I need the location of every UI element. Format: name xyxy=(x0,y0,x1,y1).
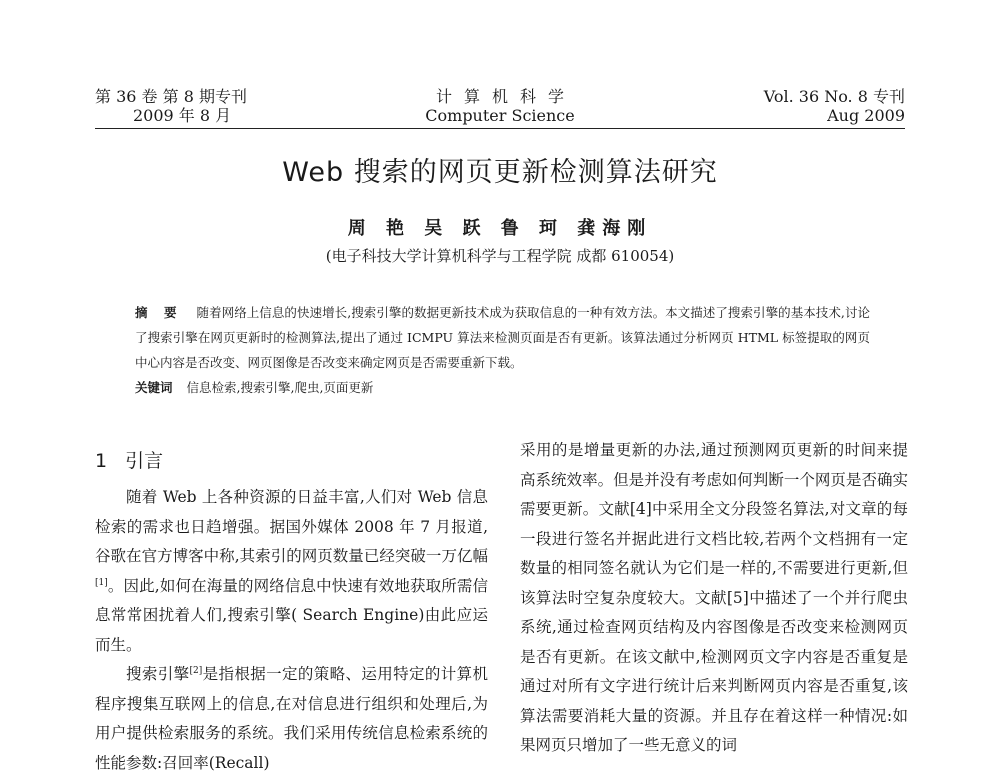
paper-authors: 周 艳 吴 跃 鲁 珂 龚海刚 xyxy=(347,218,653,239)
journal-volume-info-en xyxy=(720,87,905,125)
abstract-label: 摘 要 xyxy=(135,305,183,320)
body-column-right xyxy=(520,436,908,761)
journal-name xyxy=(400,87,600,125)
section-title: 引言 xyxy=(125,450,164,472)
volume-issue-en: Vol. 36 No. 8 专刊 xyxy=(763,87,905,106)
abstract xyxy=(135,300,870,375)
header-divider xyxy=(95,128,905,129)
citation-ref: [2] xyxy=(189,665,203,676)
section-number: 1 xyxy=(95,450,108,472)
abstract-text: 随着网络上信息的快速增长,搜索引擎的数据更新技术成为获取信息的一种有效方法。本文描述了搜索引擎的基本技术,讨论了搜索引擎在网页更新时的检测算法,提出了通过 ICMPU 算法来检测页面是否有更新。该算法通过分析网页 HTML 标签提取的网页中心内容是否改变、网页图像是否改变来确定网页是否需要重新下载。 xyxy=(135,305,871,370)
paragraph-text: 搜索引擎 xyxy=(126,665,190,683)
paper-title: Web 搜索的网页更新检测算法研究 xyxy=(282,157,718,188)
paragraph-text: 随着 Web 上各种资源的日益丰富,人们对 Web 信息检索的需求也日趋增强。据国外媒体 2008 年 7 月报道,谷歌在官方博客中称,其索引的网页数量已经突破一万亿幅 xyxy=(95,488,488,565)
volume-issue: 第 36 卷 第 8 期专刊 xyxy=(95,87,247,106)
journal-volume-info xyxy=(95,87,247,125)
publication-date-en: Aug 2009 xyxy=(827,106,905,125)
section-heading xyxy=(95,446,163,473)
citation-ref: [1] xyxy=(95,577,108,588)
publication-date: 2009 年 8 月 xyxy=(133,106,232,125)
paragraph xyxy=(95,483,488,660)
paragraph: 采用的是增量更新的办法,通过预测网页更新的时间来提高系统效率。但是并没有考虑如何判断一个网页是否确实需要更新。文献[4]中采用全文分段签名算法,对文章的每一段进行签名并据此进行文档比较,若两个文档拥有一定数量的相同签名就认为它们是一样的,不需要进行更新,但该算法时空复杂度较大。文献[5]中描述了一个并行爬虫系统,通过检查网页结构及内容图像是否改变来检测网页是否有更新。在该文献中,检测网页文字内容是否重复是通过对所有文字进行统计后来判断网页内容是否重复,该算法需要消耗大量的资源。并且存在着这样一种情况:如果网页只增加了一些无意义的词 xyxy=(520,441,908,754)
paragraph-text: 。因此,如何在海量的网络信息中快速有效地获取所需信息常常困扰着人们,搜索引擎( Search Engine)由此应运而生。 xyxy=(95,576,488,654)
keywords-label: 关键词 xyxy=(135,380,173,395)
author-affiliation: (电子科技大学计算机科学与工程学院 成都 610054) xyxy=(325,247,675,265)
paragraph-text: 是指根据一定的策略、运用特定的计算机程序搜集互联网上的信息,在对信息进行组织和处理后,为用户提供检索服务的系统。我们采用传统信息检索系统的性能参数:召回率(Recall) xyxy=(95,665,488,772)
keywords-text: 信息检索,搜索引擎,爬虫,页面更新 xyxy=(186,380,374,395)
body-column-left xyxy=(95,483,488,778)
keywords xyxy=(135,375,373,400)
journal-name-en: Computer Science xyxy=(425,106,575,125)
journal-name-cn: 计算机科学 xyxy=(435,87,576,106)
paragraph xyxy=(95,660,488,778)
